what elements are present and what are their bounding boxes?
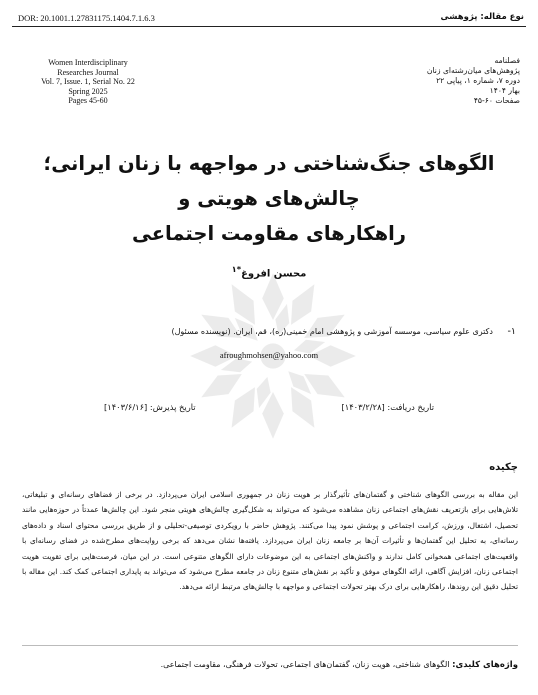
journal-info-english — [36, 58, 140, 106]
accepted-date: تاریخ پذیرش: [۱۴۰۳/۶/۱۶] — [104, 402, 196, 412]
journal-en-line: Researches Journal — [57, 67, 119, 77]
received-date: تاریخ دریافت: [۱۴۰۳/۲/۲۸] — [341, 402, 434, 412]
journal-fa-line: صفحات ۶۰-۴۵ — [473, 96, 520, 105]
keywords — [22, 660, 518, 670]
title-line-1: الگوهای جنگ‌شناختی در مواجهه با زنان ایرانی؛ چالش‌های هویتی و — [43, 152, 495, 210]
keywords-divider — [22, 645, 518, 646]
article-type: نوع مقاله: پژوهشی — [440, 12, 524, 22]
affiliation-text: دکتری علوم سیاسی، موسسه آموزشی و پژوهشی امام خمینی(ره)، قم، ایران. (نویسنده مسئول) — [171, 327, 493, 336]
journal-fa-line: دوره ۷، شماره ۱، پیاپی ۲۲ — [436, 76, 520, 85]
journal-info-persian — [370, 56, 520, 106]
journal-en-line: Pages 45-60 — [68, 96, 108, 105]
title-line-2: راهکارهای مقاومت اجتماعی — [131, 222, 407, 245]
keywords-text: الگوهای شناختی، هویت زنان، گفتمان‌های اجتماعی، تحولات فرهنگی، مقاومت اجتماعی. — [160, 660, 450, 669]
journal-en-line: Vol. 7, Issue. 1, Serial No. 22 — [41, 77, 135, 86]
author-line — [0, 264, 538, 279]
journal-fa-line: بهار ۱۴۰۴ — [489, 86, 520, 95]
abstract-body: این مقاله به بررسی الگوهای شناختی و گفتمان‌های تأثیرگذار بر هویت زنان در جمهوری اسلامی ایران می‌پردازد. در برخی از فضاهای رسانه‌ای و تبلیغاتی، تلاش‌هایی برای بازتعریف نقش‌های اجتماعی زنان مشاهده می‌شود که می‌تواند به شکل‌گیری چالش‌های هویتی منجر شود. این چالش‌ها عمدتاً در حوزه‌هایی مانند تحصیل، اشتغال، ورزش، کرامت اجتماعی و پوشش نمود پیدا می‌کنند. پژوهش حاضر با رویکردی توصیفی-تحلیلی و از طریق بررسی محتوای اسناد و داده‌های رسانه‌ای، به تحلیل این گفتمان‌ها و تأثیرات آن‌ها بر جامعه زنان ایران می‌پردازد. یافته‌ها نشان می‌دهد که برخی روایت‌های مطرح‌شده در فضای رسانه‌ای با واقعیت‌های اجتماعی همخوانی کامل ندارند و واکنش‌های اجتماعی به این موضوعات دارای الگوهای متنوعی است. در این میان، فرصت‌هایی برای تقویت هویت اجتماعی زنان، افزایش آگاهی، ارائه الگوهای موفق و تأکید بر نقش‌های متنوع زنان در جامعه مطرح می‌شود که می‌تواند به پایداری اجتماعی کمک کند. این مقاله با تحلیل دقیق این روندها، راهکارهایی برای درک بهتر تحولات اجتماعی و مواجهه با چالش‌های مرتبط ارائه می‌دهد. — [22, 490, 518, 592]
author-email[interactable]: afroughmohsen@yahoo.com — [219, 350, 319, 360]
abstract-heading: چکیده — [489, 462, 518, 473]
paper-title — [28, 146, 510, 251]
author-marker: *۱ — [231, 264, 242, 274]
affiliation — [100, 326, 516, 337]
keywords-label: واژه‌های کلیدی: — [452, 660, 518, 670]
journal-en-line: Women Interdisciplinary — [48, 58, 128, 67]
page-header — [12, 12, 526, 27]
journal-en-line: Spring 2025 — [68, 86, 108, 96]
doi-text: DOR: 20.1001.1.27831175.1404.7.1.6.3 — [18, 13, 155, 23]
author-name: محسن افروغ — [241, 268, 307, 280]
affiliation-number: ۱- — [507, 326, 516, 337]
journal-fa-line: فصلنامه — [494, 56, 520, 65]
journal-fa-line: پژوهش‌های میان‌رشته‌ای زنان — [426, 66, 520, 75]
